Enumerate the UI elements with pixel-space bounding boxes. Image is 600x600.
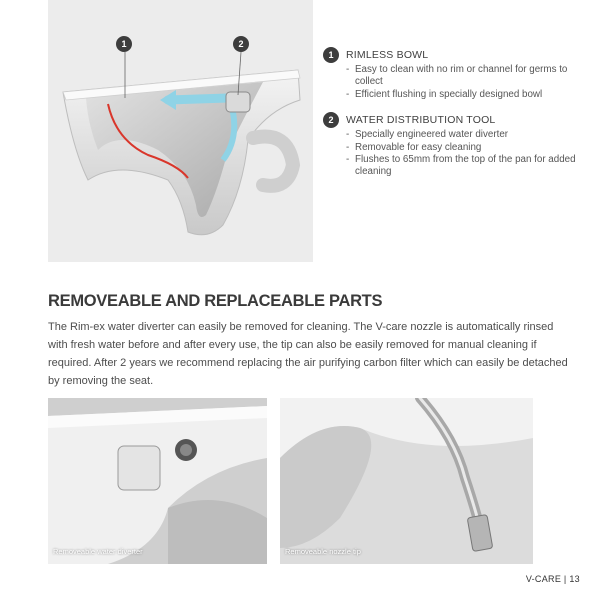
feature-2-points	[346, 129, 583, 179]
section-body: The Rim-ex water diverter can easily be removed for cleaning. The V-care nozzle is automatically rinsed with fresh water before and after every use, the tip can also be easily removed for manual cleaning if required. After 2 years we recommend replacing the air purifying carbon filter which can easily be detached by removing the seat.	[48, 321, 568, 387]
feature-water-distribution-tool	[323, 112, 583, 179]
feature-list	[323, 47, 583, 179]
feature-point: - Efficient flushing in specially designed bowl	[346, 89, 583, 101]
feature-point: - Flushes to 65mm from the top of the pan for added cleaning	[346, 154, 583, 179]
left-photo-caption: Removeable water diverter	[53, 547, 143, 556]
nozzle-tip-photo	[280, 398, 533, 564]
feature-rimless-bowl	[323, 47, 583, 101]
feature-1-points	[346, 64, 583, 101]
feature-point: - Easy to clean with no rim or channel for germs to collect	[346, 64, 583, 89]
feature-1-title: RIMLESS BOWL	[346, 49, 429, 61]
diverter-illustration	[48, 398, 267, 564]
feature-2-badge: 2	[323, 112, 339, 128]
toilet-cross-section	[48, 0, 313, 262]
right-photo-caption: Removeable nozzle tip	[285, 547, 361, 556]
section-heading: REMOVEABLE AND REPLACEABLE PARTS	[48, 292, 383, 310]
feature-point: - Specially engineered water diverter	[346, 129, 583, 141]
feature-1-badge: 1	[323, 47, 339, 63]
page-footer: V-CARE | 13	[525, 574, 580, 584]
callout-1-badge: 1	[116, 36, 132, 52]
rimless-bowl-cutaway-illustration	[48, 0, 313, 262]
callout-2-badge: 2	[233, 36, 249, 52]
water-diverter-photo	[48, 398, 267, 564]
feature-2-title: WATER DISTRIBUTION TOOL	[346, 114, 496, 127]
nozzle-illustration	[280, 398, 533, 564]
feature-point: - Removable for easy cleaning	[346, 142, 583, 154]
